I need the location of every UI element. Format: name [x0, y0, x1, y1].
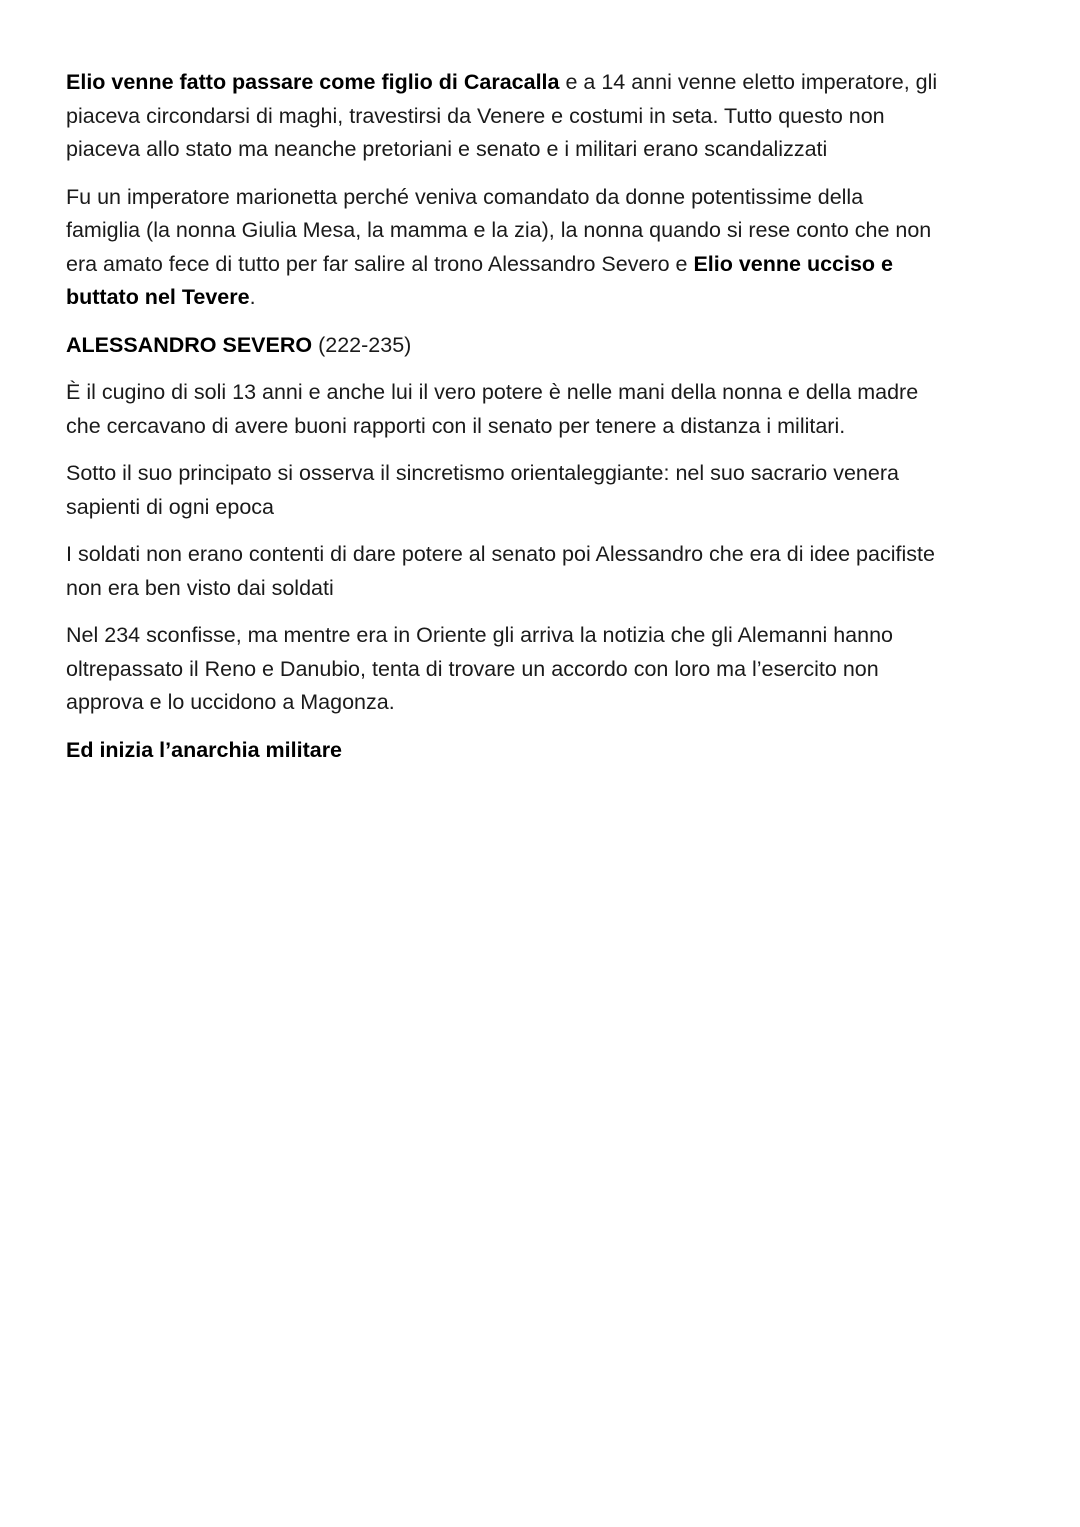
text: .: [249, 285, 256, 309]
paragraph-anarchy: [66, 734, 1026, 768]
text: e a 14 anni venne eletto imperatore, gli piaceva circondarsi di maghi, travestirsi da Venere e costumi in seta. Tutto questo non piaceva allo stato ma neanche pretoriani e senato e i militari erano scandalizzati: [66, 70, 938, 161]
text: I soldati non erano contenti di dare potere al senato poi Alessandro che era di idee pacifiste non era ben visto dai soldati: [66, 542, 935, 600]
paragraph-alemanni: [66, 619, 1026, 720]
bold-text: Ed inizia l’anarchia militare: [66, 737, 343, 762]
paragraph-emperor-puppet: [66, 181, 1026, 315]
paragraph-elio-intro: [66, 66, 1026, 167]
document-page: [66, 66, 1026, 781]
paragraph-cousin: [66, 376, 1026, 443]
text: Fu un imperatore marionetta perché veniva comandato da donne potentissime della famiglia (la nonna Giulia Mesa, la mamma e la zia), la nonna quando si rese conto che non era amato fece di tutto per far salire al trono Alessandro Severo e: [66, 184, 932, 276]
bold-text: Elio venne fatto passare come figlio di Caracalla: [66, 70, 560, 94]
heading-dates: (222-235): [312, 332, 412, 357]
text: Sotto il suo principato si osserva il sincretismo orientaleggiante: nel suo sacrario venera sapienti di ogni epoca: [66, 461, 899, 519]
text: È il cugino di soli 13 anni e anche lui il vero potere è nelle mani della nonna e della madre che cercavano di avere buoni rapporti con il senato per tenere a distanza i militari.: [66, 380, 919, 438]
paragraph-syncretism: [66, 457, 1026, 524]
paragraph-soldiers: [66, 538, 1026, 605]
heading-title: ALESSANDRO SEVERO: [66, 332, 313, 357]
text: Nel 234 sconfisse, ma mentre era in Oriente gli arriva la notizia che gli Alemanni hanno oltrepassato il Reno e Danubio, tenta di trovare un accordo con loro ma l’esercito non approva e lo uccidono a Magonza.: [66, 623, 893, 714]
bold-text: Elio venne ucciso e buttato nel Tevere: [66, 251, 893, 309]
section-heading-alessandro-severo: [66, 329, 1026, 363]
